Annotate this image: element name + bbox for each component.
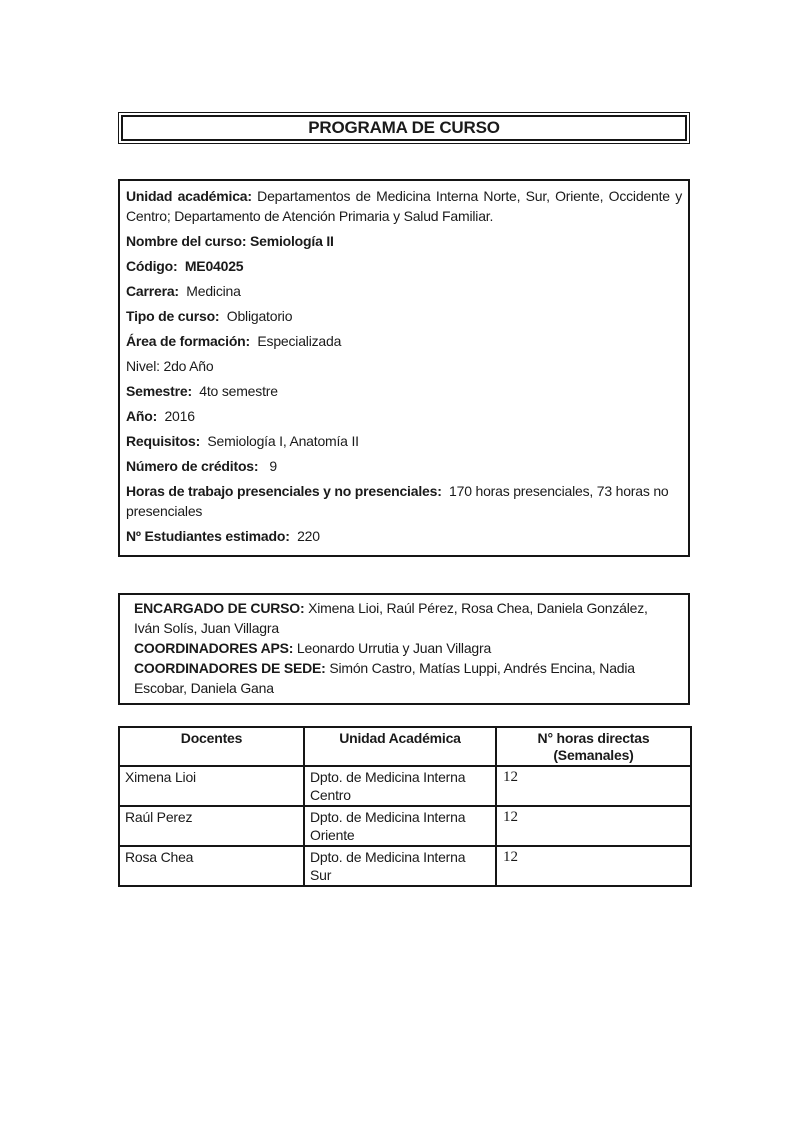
cell-horas: 12 bbox=[496, 766, 691, 806]
column-header-unidad-academica: Unidad Académica bbox=[304, 727, 496, 766]
field-carrera: Carrera: Medicina bbox=[126, 283, 241, 299]
field-area-formacion: Área de formación: Especializada bbox=[126, 333, 342, 349]
cell-horas: 12 bbox=[496, 846, 691, 886]
field-ano: Año: 2016 bbox=[126, 408, 195, 424]
coord-sede: COORDINADORES DE SEDE: Simón Castro, Matías Luppi, Andrés Encina, Nadia Escobar, Daniela Gana bbox=[134, 660, 639, 696]
field-unidad-academica: Unidad académica: Departamentos de Medicina Interna Norte, Sur, Oriente, Occidente y Centro; Departamento de Atención Primaria y Salud Familiar. bbox=[126, 188, 686, 224]
table-row-ximena-lioi bbox=[119, 766, 691, 806]
cell-unidad: Dpto. de Medicina Interna Centro bbox=[304, 766, 496, 806]
cell-docente: Rosa Chea bbox=[119, 846, 304, 886]
field-nivel: Nivel: 2do Año bbox=[126, 358, 214, 374]
field-horas-trabajo: Horas de trabajo presenciales y no presenciales: 170 horas presenciales, 73 horas no presenciales bbox=[126, 483, 673, 519]
course-info-box bbox=[118, 179, 690, 557]
coordinators-box bbox=[118, 593, 690, 705]
page-title: PROGRAMA DE CURSO bbox=[121, 115, 687, 141]
table-row-rosa-chea bbox=[119, 846, 691, 886]
column-header-docentes: Docentes bbox=[119, 727, 304, 766]
field-semestre: Semestre: 4to semestre bbox=[126, 383, 278, 399]
coord-aps: COORDINADORES APS: Leonardo Urrutia y Juan Villagra bbox=[134, 640, 492, 656]
table-header-row bbox=[119, 727, 691, 766]
field-codigo: Código: ME04025 bbox=[126, 258, 244, 274]
field-nombre-curso: Nombre del curso: Semiología II bbox=[126, 233, 334, 249]
coord-encargado-curso: ENCARGADO DE CURSO: Ximena Lioi, Raúl Pérez, Rosa Chea, Daniela González, Iván Solís, Juan Villagra bbox=[134, 600, 652, 636]
field-numero-creditos: Número de créditos: 9 bbox=[126, 458, 277, 474]
docentes-table bbox=[118, 726, 692, 887]
cell-docente: Ximena Lioi bbox=[119, 766, 304, 806]
field-estudiantes-estimado: Nº Estudiantes estimado: 220 bbox=[126, 528, 320, 544]
title-box bbox=[118, 112, 690, 144]
column-header-horas-directas: N° horas directas (Semanales) bbox=[496, 727, 691, 766]
document-page bbox=[118, 112, 690, 887]
cell-unidad: Dpto. de Medicina Interna Oriente bbox=[304, 806, 496, 846]
field-requisitos: Requisitos: Semiología I, Anatomía II bbox=[126, 433, 359, 449]
cell-docente: Raúl Perez bbox=[119, 806, 304, 846]
cell-unidad: Dpto. de Medicina Interna Sur bbox=[304, 846, 496, 886]
cell-horas: 12 bbox=[496, 806, 691, 846]
field-tipo-curso: Tipo de curso: Obligatorio bbox=[126, 308, 293, 324]
table-row-raul-perez bbox=[119, 806, 691, 846]
